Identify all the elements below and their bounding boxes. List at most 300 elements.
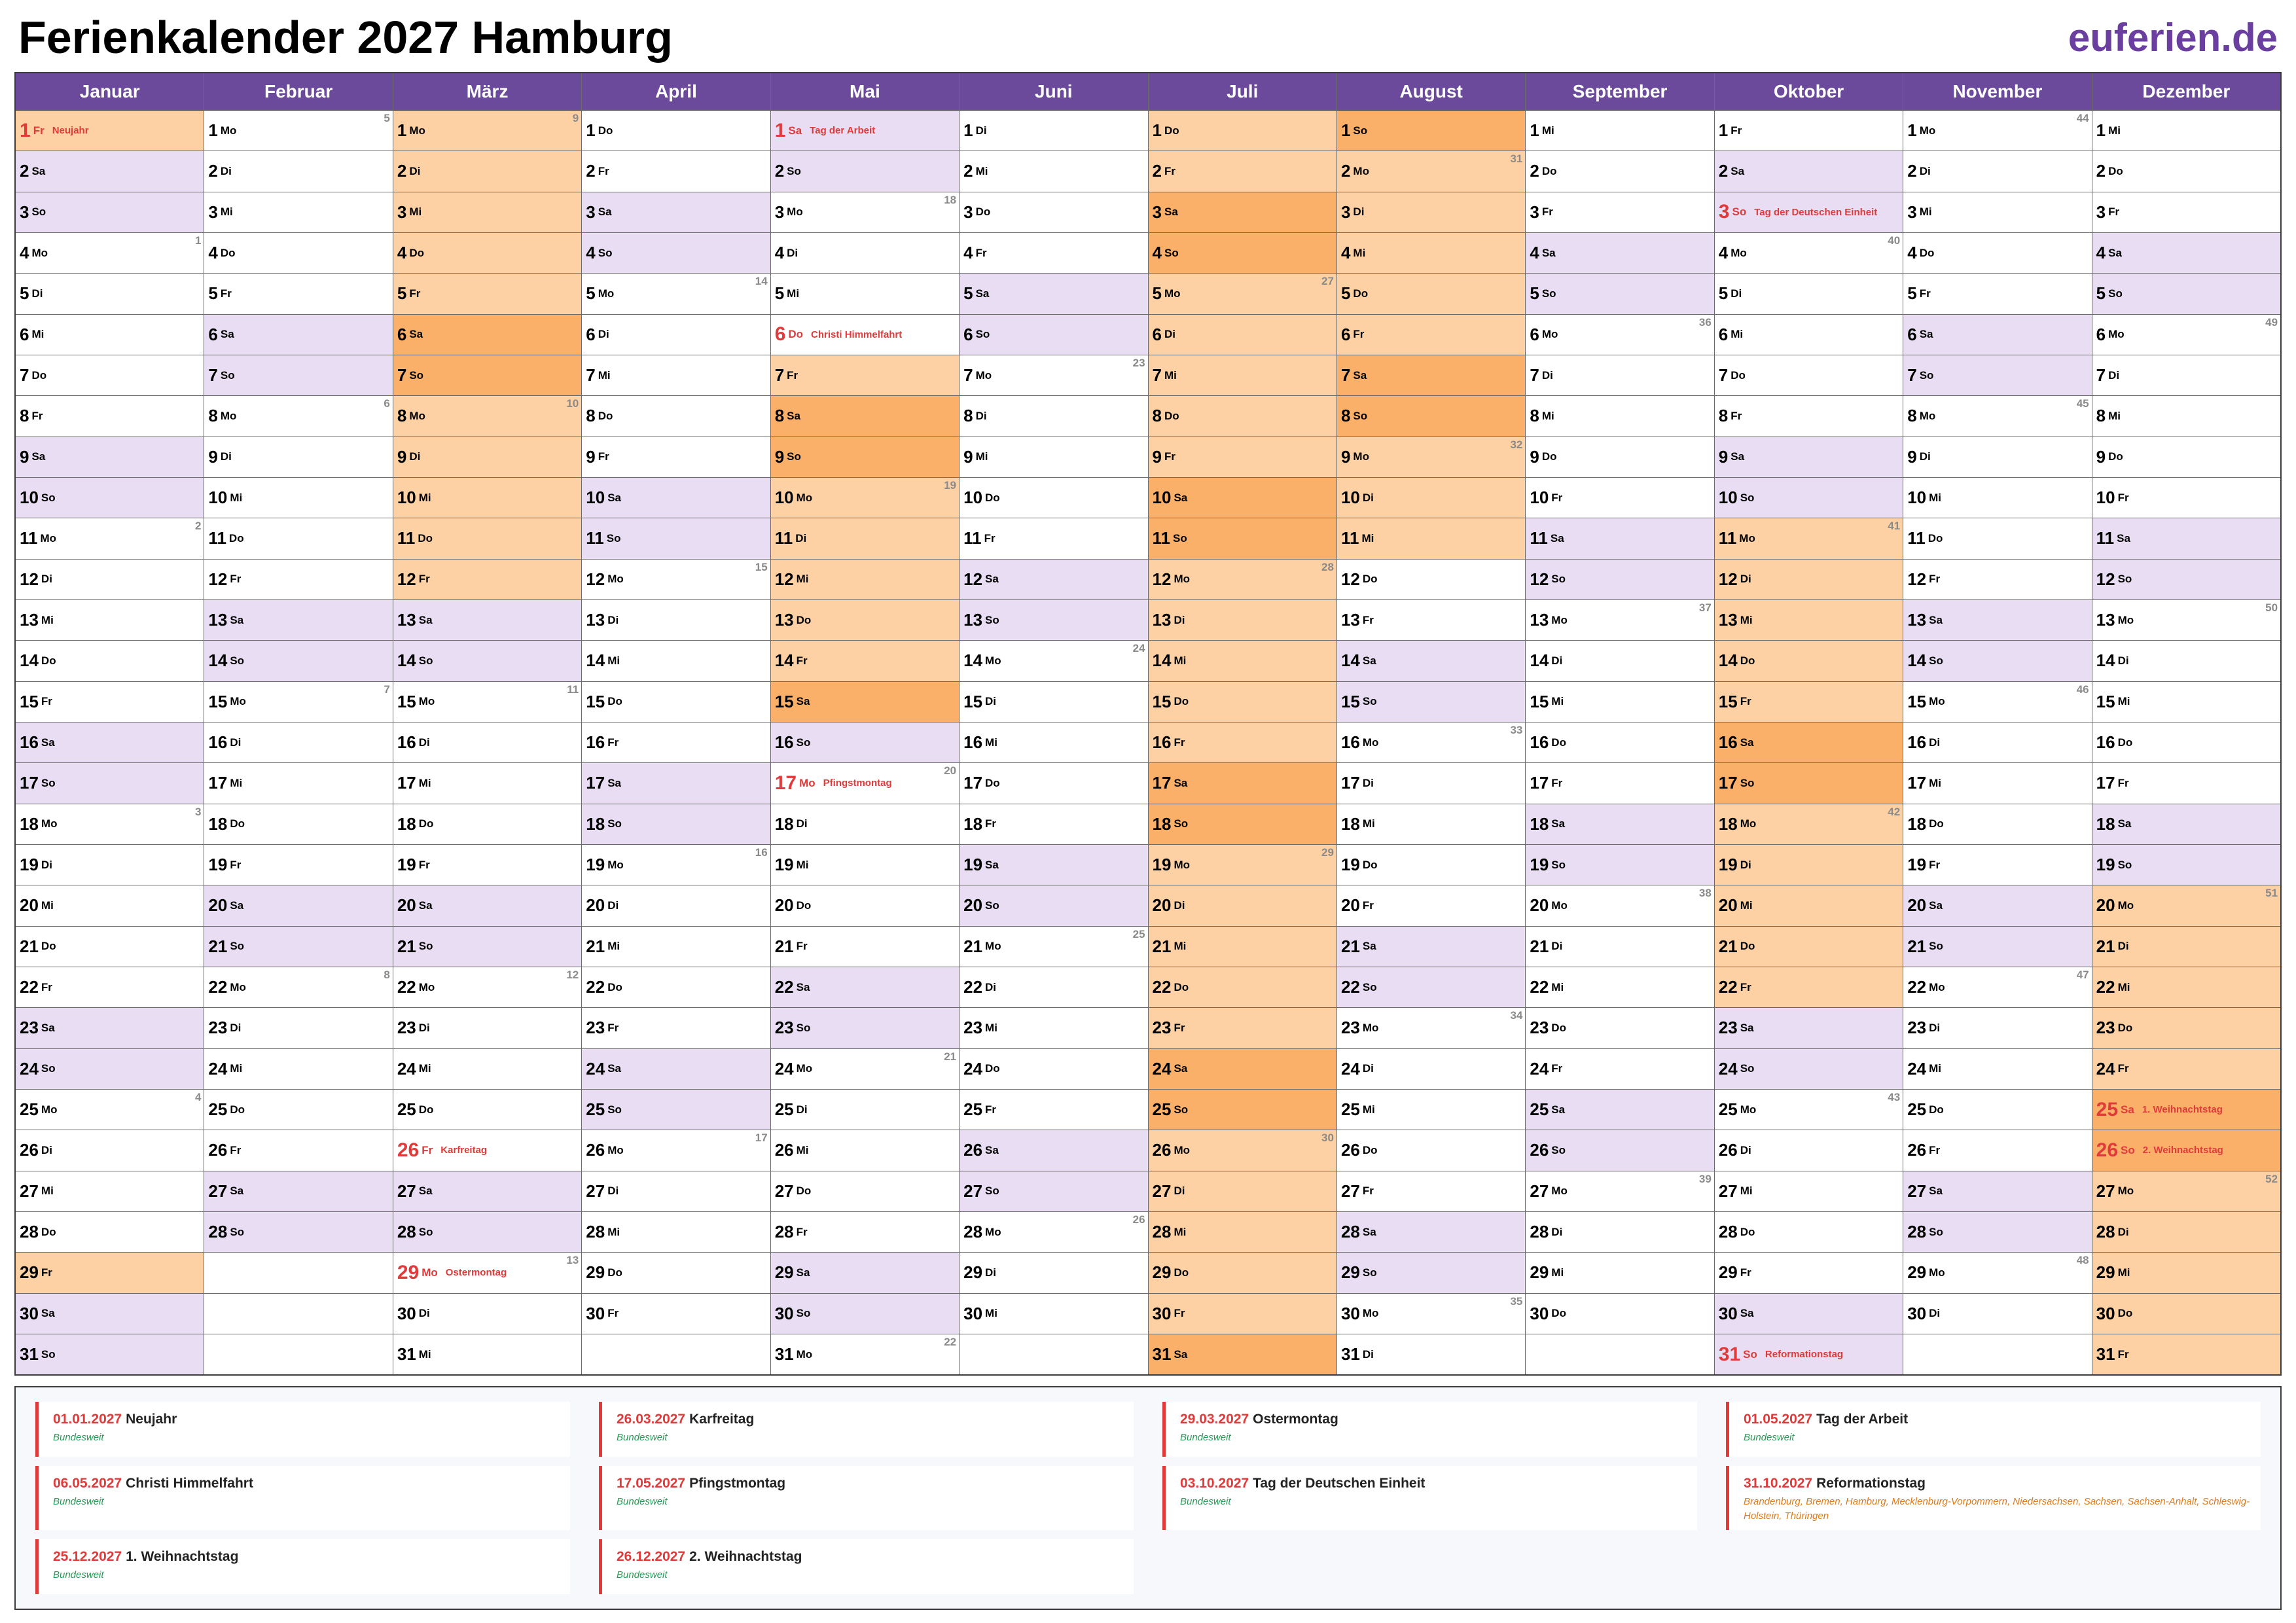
day-number: 28 <box>1907 1222 1927 1242</box>
weekday-label: So <box>1919 368 1934 382</box>
weekday-label: Do <box>1929 817 1944 830</box>
day-cell <box>204 478 392 518</box>
day-number: 1 <box>397 120 407 141</box>
day-cell <box>1526 845 1713 885</box>
day-cell <box>393 1294 581 1334</box>
day-number: 30 <box>397 1303 416 1323</box>
day-number: 26 <box>1530 1140 1549 1160</box>
day-number: 31 <box>1718 1343 1741 1365</box>
weekday-label: Fr <box>1362 1185 1374 1198</box>
day-number: 20 <box>1152 895 1172 916</box>
day-number: 20 <box>208 895 228 916</box>
day-number: 25 <box>1152 1099 1172 1120</box>
day-number: 18 <box>1152 813 1172 834</box>
day-number: 5 <box>963 283 973 304</box>
day-number: 26 <box>1340 1140 1360 1160</box>
day-cell <box>1526 722 1713 763</box>
weekday-label: Di <box>975 124 987 137</box>
weekday-label: Di <box>796 817 808 830</box>
day-cell <box>960 355 1147 396</box>
day-number: 15 <box>20 691 39 711</box>
day-number: 15 <box>586 691 605 711</box>
day-number: 7 <box>1530 365 1539 385</box>
day-number: 20 <box>20 895 39 916</box>
day-cell <box>1149 1090 1336 1130</box>
day-number: 4 <box>1718 243 1729 263</box>
day-number: 1 <box>1718 120 1729 141</box>
day-number: 22 <box>774 977 794 997</box>
day-number: 1 <box>1152 120 1162 141</box>
day-number: 19 <box>963 855 983 875</box>
weekday-label: Mo <box>787 205 803 219</box>
weekday-label: Fr <box>33 124 45 137</box>
day-cell <box>2092 274 2280 314</box>
day-cell <box>1903 1253 2091 1293</box>
day-cell <box>1337 396 1525 437</box>
day-cell <box>1149 600 1336 641</box>
day-number: 25 <box>963 1099 983 1120</box>
day-cell <box>771 1294 959 1334</box>
day-cell <box>960 845 1147 885</box>
day-cell <box>1149 1212 1336 1253</box>
weekday-label: So <box>1740 776 1755 789</box>
weekday-label: Di <box>787 246 798 259</box>
day-cell <box>1149 682 1336 722</box>
day-cell <box>1526 355 1713 396</box>
weekday-label: Di <box>220 164 232 177</box>
day-number: 12 <box>1907 569 1927 589</box>
weekday-label: Mi <box>2117 980 2130 993</box>
weekday-label: Mi <box>985 736 997 749</box>
day-number: 18 <box>20 813 39 834</box>
weekday-label: Sa <box>796 695 810 708</box>
weekday-label: Fr <box>607 1307 619 1320</box>
weekday-label: Do <box>598 409 613 422</box>
day-number: 16 <box>2096 732 2115 753</box>
day-number: 17 <box>1907 773 1927 793</box>
day-number: 11 <box>1530 528 1548 548</box>
day-cell <box>16 1253 204 1293</box>
day-cell <box>2092 600 2280 641</box>
day-cell <box>1337 478 1525 518</box>
day-cell <box>16 763 204 804</box>
weekday-label: Fr <box>2117 1062 2129 1075</box>
day-number: 5 <box>20 283 29 304</box>
weekday-label: Di <box>1551 940 1563 953</box>
day-number: 26 <box>1152 1140 1172 1160</box>
day-number: 21 <box>397 936 416 956</box>
weekday-label: Mo <box>1929 1266 1945 1279</box>
day-number: 5 <box>2096 283 2106 304</box>
weekday-label: Mi <box>1551 695 1564 708</box>
weekday-label: Fr <box>796 654 808 667</box>
weekday-label: Mi <box>796 1143 809 1156</box>
week-number: 21 <box>944 1050 957 1063</box>
weekday-label: Sa <box>1740 1021 1754 1034</box>
weekday-label: So <box>1929 940 1943 953</box>
weekday-label: Mo <box>220 124 237 137</box>
weekday-label: So <box>1353 124 1368 137</box>
day-cell <box>960 885 1147 926</box>
day-number: 26 <box>963 1140 983 1160</box>
day-cell <box>16 1334 204 1374</box>
day-cell <box>2092 641 2280 681</box>
day-cell <box>1715 682 1903 722</box>
weekday-label: Do <box>2117 1021 2133 1034</box>
day-cell <box>960 233 1147 274</box>
day-cell <box>204 967 392 1008</box>
weekday-label: Di <box>1174 899 1185 912</box>
day-cell <box>393 233 581 274</box>
legend-region: Bundesweit <box>617 1569 668 1580</box>
weekday-label: Di <box>1551 1225 1563 1238</box>
weekday-label: So <box>1362 980 1377 993</box>
day-number: 9 <box>20 446 29 467</box>
day-number: 21 <box>774 936 794 956</box>
day-number: 2 <box>1718 161 1729 181</box>
day-number: 2 <box>963 161 973 181</box>
weekday-label: Mo <box>1164 287 1181 300</box>
day-number: 21 <box>963 936 983 956</box>
weekday-label: Mi <box>985 1021 997 1034</box>
weekday-label: Di <box>985 980 997 993</box>
weekday-label: Sa <box>796 1266 810 1279</box>
weekday-label: Do <box>1740 940 1755 953</box>
day-number: 19 <box>397 855 416 875</box>
weekday-label: Mi <box>230 776 243 789</box>
day-number: 1 <box>774 119 786 141</box>
weekday-label: Mo <box>1541 328 1558 341</box>
day-number: 27 <box>1152 1181 1172 1201</box>
day-number: 21 <box>1907 936 1927 956</box>
weekday-label: Mo <box>1731 246 1747 259</box>
weekday-label: Mo <box>1362 1021 1379 1034</box>
day-cell <box>1337 600 1525 641</box>
weekday-label: Mi <box>1929 1062 1942 1075</box>
weekday-label: Mo <box>1740 1103 1757 1116</box>
weekday-label: So <box>230 1225 245 1238</box>
empty-cell <box>960 1334 1147 1374</box>
day-cell <box>393 192 581 233</box>
day-number: 1 <box>20 119 31 141</box>
weekday-label: Di <box>1164 328 1175 341</box>
weekday-label: Sa <box>985 1143 999 1156</box>
legend-holiday-name: Tag der Deutschen Einheit <box>1253 1476 1426 1491</box>
month-header: März <box>393 73 581 111</box>
weekday-label: So <box>409 368 424 382</box>
day-number: 25 <box>1718 1099 1738 1120</box>
weekday-label: Di <box>985 1266 997 1279</box>
day-cell <box>16 315 204 355</box>
day-cell <box>204 600 392 641</box>
week-number: 32 <box>1510 438 1523 451</box>
day-number: 16 <box>1152 732 1172 753</box>
day-cell <box>582 1253 770 1293</box>
weekday-label: Sa <box>1174 1062 1188 1075</box>
day-cell <box>960 1049 1147 1090</box>
day-number: 19 <box>586 855 605 875</box>
day-cell <box>16 1049 204 1090</box>
day-number: 11 <box>208 528 226 548</box>
weekday-label: Mi <box>607 654 620 667</box>
day-number: 28 <box>397 1222 416 1242</box>
day-cell <box>16 1090 204 1130</box>
day-number: 28 <box>1530 1222 1549 1242</box>
weekday-label: So <box>607 1103 622 1116</box>
day-number: 10 <box>963 488 983 508</box>
day-cell <box>1715 151 1903 192</box>
weekday-label: Do <box>2108 164 2123 177</box>
day-number: 30 <box>1718 1303 1738 1323</box>
day-cell <box>771 1049 959 1090</box>
day-number: 4 <box>1152 243 1162 263</box>
weekday-label: Fr <box>598 450 609 463</box>
day-number: 14 <box>1152 651 1172 671</box>
weekday-label: Do <box>1740 654 1755 667</box>
day-number: 11 <box>774 528 793 548</box>
day-cell <box>204 845 392 885</box>
day-number: 11 <box>1152 528 1171 548</box>
day-number: 17 <box>20 773 39 793</box>
weekday-label: Fr <box>607 1021 619 1034</box>
day-number: 23 <box>1530 1018 1549 1038</box>
day-cell <box>204 518 392 559</box>
day-number: 13 <box>20 610 39 630</box>
weekday-label: So <box>1743 1347 1757 1361</box>
legend-line <box>53 1472 560 1495</box>
weekday-label: Mi <box>418 1347 431 1361</box>
day-cell <box>1337 1130 1525 1171</box>
day-cell <box>16 927 204 967</box>
day-number: 6 <box>208 324 218 344</box>
weekday-label: Do <box>41 940 56 953</box>
weekday-label: Sa <box>788 124 802 137</box>
day-number: 4 <box>397 243 407 263</box>
day-cell <box>1903 233 2091 274</box>
weekday-label: Mi <box>1541 409 1554 422</box>
weekday-label: So <box>1362 695 1377 708</box>
day-number: 6 <box>1340 324 1351 344</box>
weekday-label: Fr <box>2108 205 2120 219</box>
empty-cell <box>204 1334 392 1374</box>
month-column <box>1715 73 1903 1374</box>
weekday-label: Mo <box>796 1347 813 1361</box>
weekday-label: Fr <box>1551 776 1563 789</box>
month-header: September <box>1526 73 1713 111</box>
day-cell <box>2092 1253 2280 1293</box>
day-cell <box>771 967 959 1008</box>
legend-line <box>617 1408 1123 1431</box>
weekday-label: Mi <box>418 491 431 504</box>
day-number: 14 <box>397 651 416 671</box>
day-cell <box>771 233 959 274</box>
day-number: 2 <box>586 161 596 181</box>
weekday-label: So <box>1740 491 1755 504</box>
day-cell <box>1526 600 1713 641</box>
week-number: 26 <box>1132 1213 1145 1226</box>
weekday-label: Mi <box>975 450 988 463</box>
day-cell <box>393 1212 581 1253</box>
weekday-label: Di <box>1362 491 1374 504</box>
day-number: 15 <box>208 691 228 711</box>
weekday-label: Fr <box>607 736 619 749</box>
day-number: 17 <box>2096 773 2115 793</box>
day-number: 25 <box>397 1099 416 1120</box>
weekday-label: Di <box>41 1143 52 1156</box>
day-cell <box>582 560 770 600</box>
month-column <box>1337 73 1526 1374</box>
day-cell <box>771 1171 959 1212</box>
day-number: 1 <box>1907 120 1917 141</box>
weekday-label: Mi <box>796 573 809 586</box>
day-number: 24 <box>208 1058 228 1079</box>
weekday-label: So <box>1551 858 1566 871</box>
weekday-label: Fr <box>787 368 798 382</box>
week-number: 7 <box>384 683 390 696</box>
day-cell <box>2092 1090 2280 1130</box>
day-number: 17 <box>208 773 228 793</box>
day-cell <box>1715 1171 1903 1212</box>
day-number: 13 <box>397 610 416 630</box>
weekday-label: Do <box>418 817 434 830</box>
day-cell <box>16 192 204 233</box>
week-number: 4 <box>194 1090 202 1103</box>
weekday-label: Di <box>1551 654 1563 667</box>
day-cell <box>2092 151 2280 192</box>
weekday-label: Mo <box>1362 1307 1379 1320</box>
weekday-label: Sa <box>1353 368 1367 382</box>
week-number: 43 <box>1888 1090 1901 1103</box>
weekday-label: Mo <box>230 980 246 993</box>
weekday-label: So <box>975 328 990 341</box>
day-cell <box>393 1008 581 1048</box>
weekday-label: Fr <box>1740 980 1751 993</box>
day-cell <box>1337 1049 1525 1090</box>
day-cell <box>1715 111 1903 151</box>
weekday-label: Mo <box>418 695 435 708</box>
week-number: 5 <box>384 112 390 124</box>
weekday-label: So <box>1551 1143 1566 1156</box>
weekday-label: Do <box>1174 980 1189 993</box>
public-holiday-label: Pfingstmontag <box>823 777 892 789</box>
weekday-label: Di <box>1174 613 1185 626</box>
day-number: 23 <box>20 1018 39 1038</box>
weekday-label: Sa <box>975 287 990 300</box>
day-cell <box>1715 722 1903 763</box>
day-number: 16 <box>397 732 416 753</box>
day-cell <box>1526 1212 1713 1253</box>
day-cell <box>1149 804 1336 845</box>
day-number: 31 <box>2096 1344 2115 1364</box>
empty-cell <box>1526 1334 1713 1374</box>
day-cell <box>960 1130 1147 1171</box>
day-cell <box>2092 967 2280 1008</box>
day-number: 22 <box>1340 977 1360 997</box>
day-cell <box>2092 518 2280 559</box>
week-number: 1 <box>194 234 202 247</box>
legend-date: 01.05.2027 <box>1744 1412 1813 1427</box>
weekday-label: Do <box>230 1103 245 1116</box>
weekday-label: Fr <box>418 858 430 871</box>
day-cell <box>960 151 1147 192</box>
day-cell <box>1337 804 1525 845</box>
day-number: 13 <box>1340 610 1360 630</box>
day-number: 25 <box>774 1099 794 1120</box>
day-number: 3 <box>1530 202 1539 222</box>
day-number: 6 <box>1907 324 1917 344</box>
weekday-label: Sa <box>41 736 55 749</box>
weekday-label: Do <box>1740 1225 1755 1238</box>
day-number: 2 <box>2096 161 2106 181</box>
brand-logo[interactable]: euferien.de <box>2068 16 2278 60</box>
day-cell <box>1903 763 2091 804</box>
day-cell <box>1337 967 1525 1008</box>
weekday-label: Do <box>1174 695 1189 708</box>
day-number: 6 <box>963 324 973 344</box>
weekday-label: So <box>31 205 46 219</box>
day-number: 12 <box>963 569 983 589</box>
day-number: 2 <box>208 161 218 181</box>
day-number: 23 <box>586 1018 605 1038</box>
day-cell <box>1903 927 2091 967</box>
day-cell <box>2092 927 2280 967</box>
day-number: 19 <box>1530 855 1549 875</box>
day-cell <box>1715 315 1903 355</box>
weekday-label: Sa <box>1541 246 1556 259</box>
weekday-label: Do <box>418 531 433 544</box>
day-number: 17 <box>1530 773 1549 793</box>
month-column <box>771 73 960 1374</box>
day-cell <box>582 885 770 926</box>
day-cell <box>16 1008 204 1048</box>
day-number: 18 <box>963 813 983 834</box>
day-cell <box>2092 1130 2280 1171</box>
weekday-label: Di <box>2117 654 2129 667</box>
day-cell <box>1715 192 1903 233</box>
day-number: 18 <box>397 813 416 834</box>
weekday-label: So <box>607 817 622 830</box>
weekday-label: Do <box>409 246 424 259</box>
weekday-label: Mi <box>985 1307 997 1320</box>
day-cell <box>204 804 392 845</box>
weekday-label: Do <box>1929 1103 1944 1116</box>
weekday-label: Do <box>975 205 991 219</box>
day-number: 2 <box>1530 161 1539 181</box>
day-cell <box>1337 1090 1525 1130</box>
day-number: 27 <box>586 1181 605 1201</box>
day-number: 10 <box>20 488 39 508</box>
day-number: 12 <box>586 569 605 589</box>
day-cell <box>1337 845 1525 885</box>
day-number: 29 <box>586 1262 605 1283</box>
legend-item <box>35 1466 570 1530</box>
weekday-label: Mi <box>1353 246 1366 259</box>
day-number: 30 <box>586 1303 605 1323</box>
public-holiday-label: 1. Weihnachtstag <box>2142 1104 2223 1116</box>
day-cell <box>771 1130 959 1171</box>
day-cell <box>1715 1253 1903 1293</box>
weekday-label: Mi <box>2117 695 2130 708</box>
weekday-label: Mo <box>1174 1143 1190 1156</box>
weekday-label: Do <box>1174 1266 1189 1279</box>
legend-line <box>1744 1472 2250 1495</box>
day-number: 28 <box>586 1222 605 1242</box>
legend-line <box>1180 1472 1687 1495</box>
day-cell <box>1149 1130 1336 1171</box>
weekday-label: Sa <box>607 491 621 504</box>
day-number: 3 <box>208 202 218 222</box>
day-number: 14 <box>1530 651 1549 671</box>
